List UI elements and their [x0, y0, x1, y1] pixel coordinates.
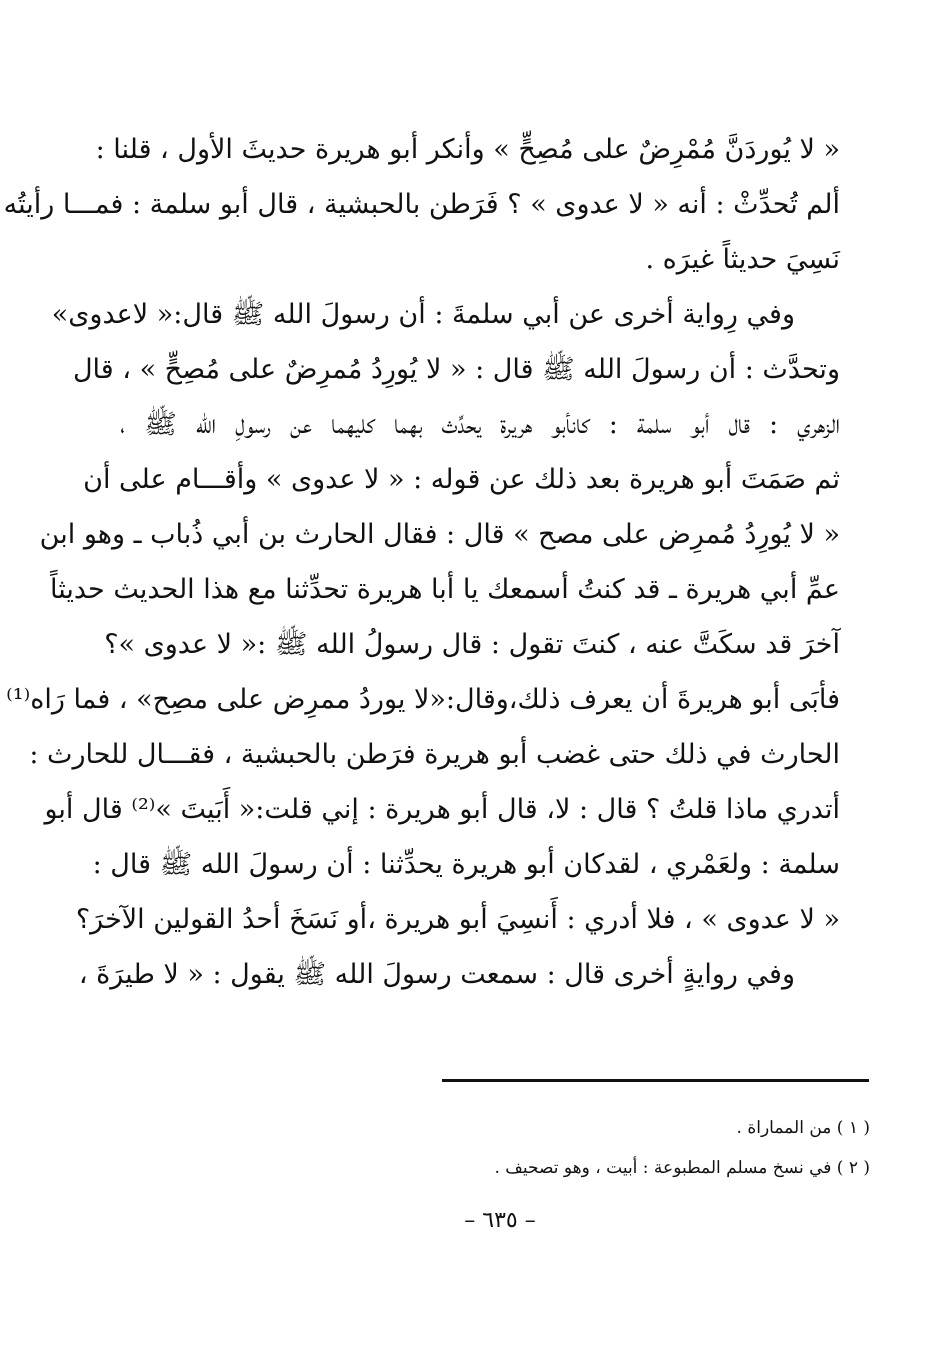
footnote-1: ( ١ ) من المماراة . [736, 1118, 870, 1138]
text-line-15: « لا عدوى » ، فلا أدري : أَنسِيَ أبو هريرة ،أو نَسَخَ أحدُ القولين الآخرَ؟ [75, 904, 840, 935]
text-line-16: وفي روايةٍ أخرى قال : سمعت رسولَ الله ﷺ يقول : « لا طيرَةَ ، [78, 959, 795, 990]
text-line-6: الزهري : قال أبو سلمة : كانأبو هريرة يحدِّث بهما كليهما عن رسولِ الله ﷺ ، [120, 409, 840, 440]
text-line-13: أتدري ماذا قلتُ ؟ قال : لا، قال أبو هريرة : إني قلت:« أَبَيتَ »⁽²⁾ قال أبو [44, 794, 840, 825]
text-line-5: وتحدَّث : أن رسولَ الله ﷺ قال : « لا يُورِدُ مُمرِضٌ على مُصِحٍّ » ، قال [72, 354, 840, 385]
footnotes [300, 1108, 870, 1188]
text-line-11: فأبَى أبو هريرةَ أن يعرف ذلك،وقال:«لا يوردُ ممرِض على مصِح» ، فما رَاه⁽¹⁾ [6, 684, 840, 715]
text-line-4: وفي رِواية أخرى عن أبي سلمةَ : أن رسولَ الله ﷺ قال:« لاعدوى» [51, 299, 795, 330]
footnote-2: ( ٢ ) في نسخ مسلم المطبوعة : أبيت ، وهو تصحيف . [494, 1158, 870, 1178]
text-line-1: « لا يُوردَنَّ مُمْرِضٌ على مُصِحٍّ » وأنكر أبو هريرة حديثَ الأول ، قلنا : [95, 134, 840, 165]
main-text-block [3, 122, 840, 1002]
text-line-14: سلمة : ولعَمْري ، لقدكان أبو هريرة يحدِّثنا : أن رسولَ الله ﷺ قال : [92, 849, 840, 880]
page-number: – ٦٣٥ – [464, 1208, 536, 1233]
footnote-separator [442, 1079, 869, 1082]
text-line-7: ثم صَمَتَ أبو هريرة بعد ذلك عن قوله : « لا عدوى » وأقـــام على أن [83, 464, 840, 495]
text-line-9: عمِّ أبي هريرة ـ قد كنتُ أسمعك يا أبا هريرة تحدِّثنا مع هذا الحديث حديثاً [49, 574, 840, 605]
text-line-12: الحارث في ذلك حتى غضب أبو هريرة فرَطن بالحبشية ، فقـــال للحارث : [29, 739, 840, 770]
text-line-8: « لا يُورِدُ مُمرِض على مصح » قال : فقال الحارث بن أبي ذُباب ـ وهو ابن [39, 519, 840, 550]
text-line-3: نَسِيَ حديثاً غيرَه . [645, 244, 840, 275]
text-line-2: ألم تُحدِّثْ : أنه « لا عدوى » ؟ فَرَطن بالحبشية ، قال أبو سلمة : فمـــا رأيتُه [3, 189, 840, 220]
text-line-10: آخرَ قد سكَتَّ عنه ، كنتَ تقول : قال رسولُ الله ﷺ :« لا عدوى »؟ [104, 629, 840, 660]
